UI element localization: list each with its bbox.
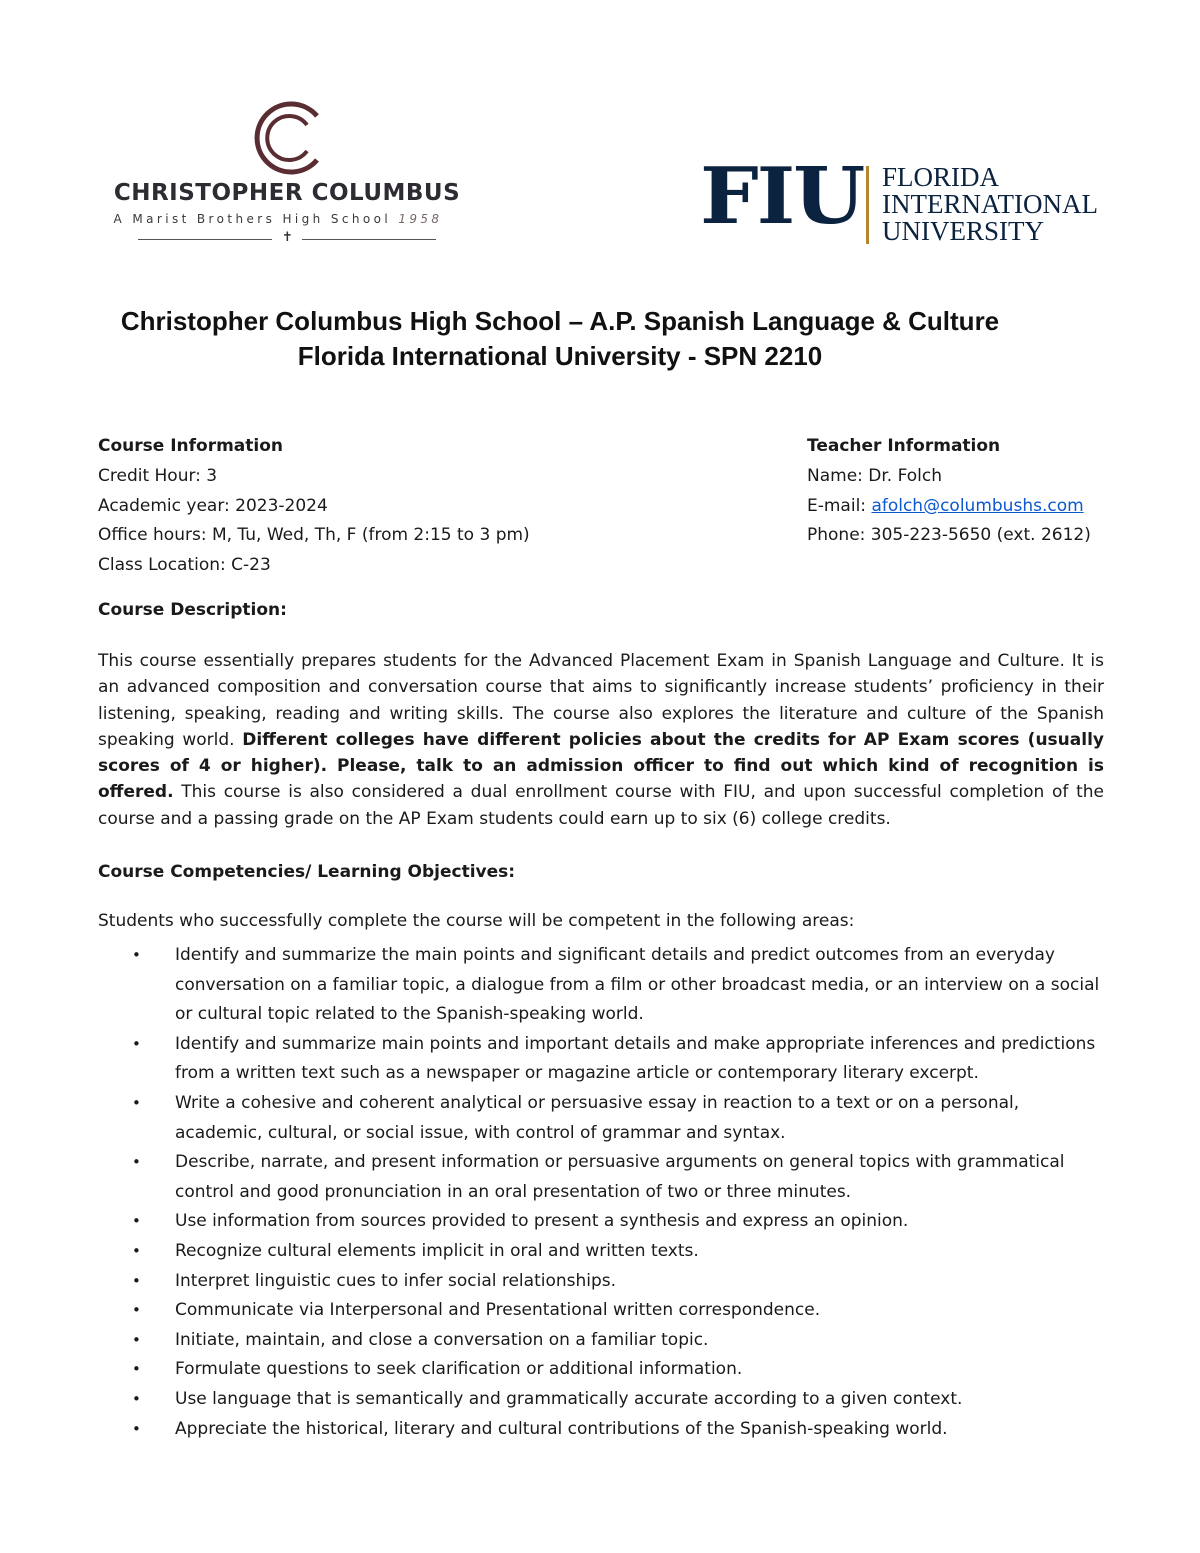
- objective-text: Use language that is semantically and grammatically accurate according to a given context.: [175, 1388, 963, 1409]
- email-label: E-mail:: [807, 495, 872, 516]
- description-heading: Course Description:: [98, 600, 287, 620]
- bullet-icon: •: [132, 1212, 141, 1231]
- bullet-icon: •: [132, 1153, 141, 1172]
- class-location: Class Location: C-23: [98, 555, 271, 576]
- academic-year: Academic year: 2023-2024: [98, 495, 328, 516]
- columbus-emblem-icon: [247, 98, 329, 178]
- course-info-heading: Course Information: [98, 436, 284, 456]
- cross-icon: ✝: [282, 230, 293, 245]
- list-item: [98, 1326, 1108, 1356]
- list-item: [98, 1415, 1108, 1445]
- objective-text: Formulate questions to seek clarification or additional information.: [175, 1359, 743, 1380]
- course-description: [98, 648, 1104, 832]
- bullet-icon: •: [132, 1241, 141, 1260]
- bullet-icon: •: [132, 1360, 141, 1379]
- description-part-2: This course is also considered a dual enrollment course with FIU, and upon successful completion of the course and a passing grade on the AP Exam students could earn up to six (6) college credits.: [98, 782, 1104, 829]
- fiu-letters: FIU: [700, 151, 864, 242]
- list-item: [98, 1355, 1108, 1385]
- columbus-subtitle-text: A Marist Brothers High School: [113, 212, 392, 226]
- objective-text: Appreciate the historical, literary and cultural contributions of the Spanish-speaking world.: [175, 1418, 948, 1439]
- columbus-name: CHRISTOPHER COLUMBUS: [113, 180, 461, 206]
- teacher-name: Name: Dr. Folch: [807, 465, 943, 486]
- fiu-line-2: INTERNATIONAL: [882, 189, 1098, 219]
- fiu-wordmark: [882, 164, 1098, 245]
- objective-text: Communicate via Interpersonal and Presentational written correspondence.: [175, 1300, 821, 1321]
- email-link[interactable]: afolch@columbushs.com: [871, 495, 1084, 516]
- page-title: Christopher Columbus High School – A.P. Spanish Language & Culture: [120, 306, 1000, 336]
- fiu-line-1: FLORIDA: [882, 162, 1000, 192]
- objectives-list: [98, 941, 1108, 1444]
- columbus-logo: [96, 98, 478, 248]
- teacher-email-row: [807, 492, 1091, 522]
- credit-hour: Credit Hour: 3: [98, 465, 218, 486]
- objective-text: Initiate, maintain, and close a conversation on a familiar topic.: [175, 1329, 709, 1350]
- objective-text: Write a cohesive and coherent analytical or persuasive essay in reaction to a text or on a personal, academic, cultural, or social issue, with control of grammar and syntax.: [175, 1092, 1020, 1143]
- objective-text: Identify and summarize main points and important details and make appropriate inferences and predictions from a written text such as a newspaper or magazine article or contemporary literary excerpt.: [175, 1033, 1096, 1084]
- fiu-divider: [866, 166, 869, 244]
- list-item: [98, 941, 1108, 1030]
- list-item: [98, 1237, 1108, 1267]
- description-bold: Different colleges have different policies about the credits for AP Exam scores (usually scores of 4 or higher). Please, talk to an admission officer to find out which kind of recognition is offered.: [98, 729, 1104, 803]
- bullet-icon: •: [132, 1389, 141, 1408]
- objective-text: Recognize cultural elements implicit in oral and written texts.: [175, 1240, 699, 1261]
- bullet-icon: •: [132, 1301, 141, 1320]
- teacher-info-heading: Teacher Information: [807, 436, 1001, 456]
- columbus-subtitle: [108, 212, 448, 226]
- columbus-year: 1958: [398, 212, 443, 226]
- list-item: [98, 1296, 1108, 1326]
- teacher-phone: Phone: 305-223-5650 (ext. 2612): [807, 525, 1091, 546]
- teacher-information: [807, 432, 1091, 551]
- objective-text: Describe, narrate, and present information or persuasive arguments on general topics with grammatical control and good pronunciation in an oral presentation of two or three minutes.: [175, 1152, 1065, 1202]
- bullet-icon: •: [132, 1271, 141, 1290]
- divider: [302, 239, 436, 240]
- fiu-line-3: UNIVERSITY: [882, 216, 1044, 246]
- objective-text: Interpret linguistic cues to infer social relationships.: [175, 1270, 617, 1291]
- competencies-heading: Course Competencies/ Learning Objectives:: [98, 862, 516, 882]
- list-item: [98, 1148, 1108, 1207]
- bullet-icon: •: [132, 1330, 141, 1349]
- page-subtitle: Florida International University - SPN 2210: [297, 341, 823, 371]
- bullet-icon: •: [132, 1419, 141, 1438]
- list-item: [98, 1207, 1108, 1237]
- list-item: [98, 1089, 1108, 1148]
- objective-text: Identify and summarize the main points and significant details and predict outcomes from an everyday conversation on a familiar topic, a dialogue from a film or other broadcast media, or an interview on a social or cultural topic related to the Spanish-speaking world.: [175, 945, 1100, 1025]
- list-item: [98, 1030, 1108, 1089]
- divider: [138, 239, 272, 240]
- list-item: [98, 1385, 1108, 1415]
- competencies-intro: Students who successfully complete the course will be competent in the following areas:: [98, 911, 855, 931]
- description-part-1: This course essentially prepares students for the Advanced Placement Exam in Spanish Language and Culture. It is an advanced composition and conversation course that aims to significantly increase students’ proficiency in their listening, speaking, reading and writing skills. The course also explores the literature and culture of the Spanish speaking world.: [98, 651, 1104, 750]
- course-information: [98, 432, 530, 581]
- bullet-icon: •: [132, 1093, 141, 1112]
- fiu-logo: [700, 151, 1104, 248]
- bullet-icon: •: [132, 946, 141, 964]
- office-hours: Office hours: M, Tu, Wed, Th, F (from 2:15 to 3 pm): [98, 525, 530, 546]
- objective-text: Use information from sources provided to present a synthesis and express an opinion.: [175, 1211, 909, 1232]
- bullet-icon: •: [132, 1034, 141, 1053]
- list-item: [98, 1267, 1108, 1297]
